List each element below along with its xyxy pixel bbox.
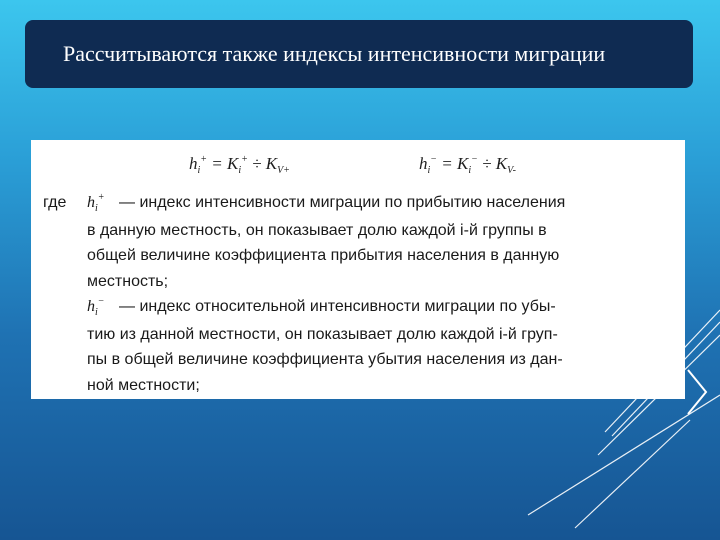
definition-line: пы в общей величине коэффициента убытия населения из дан- <box>87 351 563 368</box>
formula-arrival: $h_i^+ = K_i^+ \div K_{V+}$ <box>189 154 290 176</box>
definition-line: тию из данной местности, он показывает долю каждой i-й груп- <box>87 325 558 343</box>
content-image <box>31 140 685 399</box>
title-bar <box>25 20 693 88</box>
symbol-h-plus: $h_i^+$ <box>87 192 105 214</box>
definition-arrival-first-line <box>43 190 673 218</box>
definition-line: — индекс относительной интенсивности миграции по убы- <box>119 298 556 315</box>
symbol-h-minus: $h_i^-$ <box>87 296 105 318</box>
definition-line: местность; <box>87 272 169 290</box>
formula-departure: $h_i^- = K_i^- \div K_{V-}$ <box>419 154 516 176</box>
slide-title: Рассчитываются также индексы интенсивности миграции <box>63 41 606 66</box>
formula-row <box>31 154 685 182</box>
definition-line: — индекс интенсивности миграции по прибытию населения <box>119 194 566 211</box>
definition-line: в данную местность, он показывает долю каждой i-й группы в <box>87 221 547 239</box>
lead-word: где <box>43 194 67 211</box>
definition-line: ной местности; <box>87 376 200 394</box>
definition-departure-first-line <box>43 294 673 322</box>
definitions-text <box>43 190 673 398</box>
definition-line: общей величине коэффициента прибытия населения в данную <box>87 247 560 264</box>
